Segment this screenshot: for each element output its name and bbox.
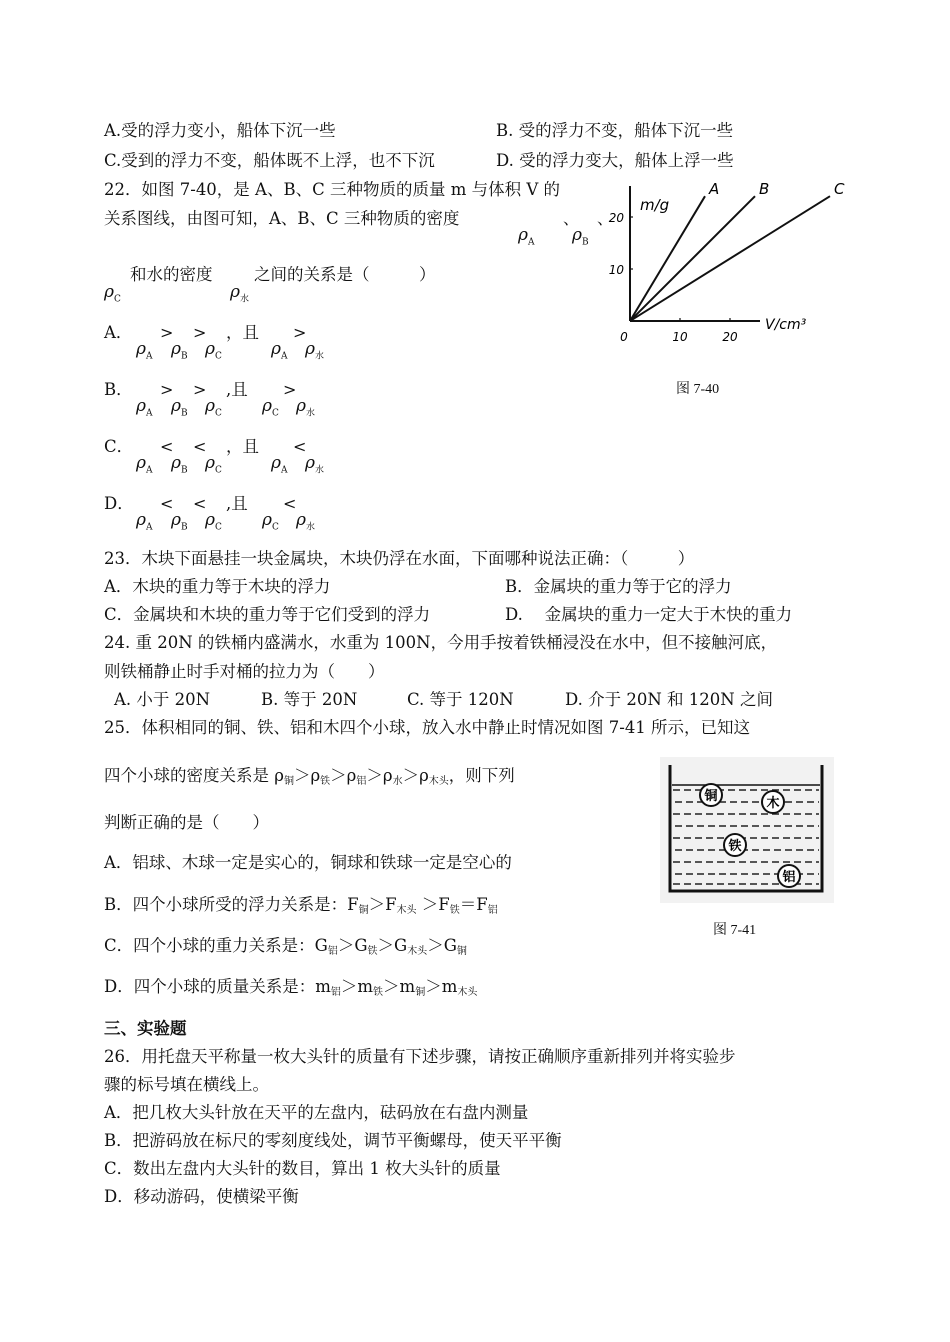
q23-option-c: C．金属块和木块的重力等于它们受到的浮力: [104, 605, 431, 624]
q22-d-op2: <: [193, 494, 207, 513]
x-tick-label: 0: [620, 330, 628, 344]
q26-stem-line2: 骤的标号填在横线上。: [104, 1075, 269, 1094]
q22-b-op2: >: [193, 380, 207, 399]
q25-option-a: A．铝球、木球一定是实心的，铜球和铁球一定是空心的: [104, 853, 512, 872]
q22-option-c-label: C．: [104, 437, 134, 456]
rho-water: $\rho_水$: [230, 282, 250, 305]
q26-step-c: C．数出左盘内大头针的数目，算出 1 枚大头针的质量: [104, 1159, 501, 1178]
q22-a-rho-a2: $\rho_A$: [271, 339, 288, 362]
q22-b-op3: >: [283, 380, 297, 399]
q22-option-d-label: D．: [104, 494, 134, 513]
figure-7-41-caption: 图 7-41: [713, 923, 757, 938]
q22-a-op3: >: [293, 323, 307, 342]
y-tick-label: 10: [608, 263, 624, 277]
ball-iron: [724, 834, 746, 856]
q25-stem-line3: 判断正确的是（ ）: [104, 813, 269, 832]
q25-option-c: C．四个小球的重力关系是：G铝＞G铁＞G木头＞G铜: [104, 936, 467, 957]
q22-d-rho-c2: $\rho_C$: [262, 510, 279, 533]
x-tick-label: 20: [722, 330, 738, 344]
rho-a: $\rho_A$: [518, 225, 535, 248]
q22-c-op2: <: [193, 437, 207, 456]
q26-step-b: B．把游码放在标尺的零刻度线处，调节平衡螺母，使天平平衡: [104, 1131, 562, 1150]
q25-stem-line2: 四个小球的密度关系是 ρ铜＞ρ铁＞ρ铝＞ρ水＞ρ木头，则下列: [104, 766, 515, 787]
q24-stem-line1: 24. 重 20N 的铁桶内盛满水，水重为 100N，今用手按着铁桶浸没在水中，但不接触河底，: [104, 633, 778, 652]
svg-text:铝: 铝: [782, 870, 796, 885]
q22-c-rho-b: $\rho_B$: [171, 453, 188, 476]
q22-b-rho-c2: $\rho_C$: [262, 396, 279, 419]
q22-c-rho-a2: $\rho_A$: [271, 453, 288, 476]
rho-c: $\rho_C$: [104, 282, 121, 305]
q22-c-and: ，且: [226, 437, 259, 456]
q24-option-c: C. 等于 120N: [407, 690, 514, 709]
q22-stem-line3-end: 之间的关系是（ ）: [254, 265, 436, 284]
q24-option-a: A. 小于 20N: [114, 690, 211, 709]
figure-7-40-chart: [595, 180, 845, 350]
q26-step-a: A．把几枚大头针放在天平的左盘内，砝码放在右盘内测量: [104, 1103, 529, 1122]
q22-d-and: ,且: [226, 494, 248, 513]
q22-separator-2: 、: [597, 209, 614, 228]
series-line-c: [630, 196, 830, 321]
q21-option-c: C.受到的浮力不变，船体既不上浮，也不下沉: [104, 151, 435, 170]
q22-a-rho-c: $\rho_C$: [205, 339, 222, 362]
figure-7-41: [660, 757, 834, 903]
q22-a-and: ，且: [226, 323, 259, 342]
q22-c-op1: <: [160, 437, 174, 456]
q22-b-and: ,且: [226, 380, 248, 399]
q22-option-b-label: B．: [104, 380, 133, 399]
section-3-title: 三、实验题: [104, 1019, 187, 1038]
q22-d-op1: <: [160, 494, 174, 513]
q25-option-d: D．四个小球的质量关系是：m铝＞m铁＞m铜＞m木头: [104, 977, 478, 998]
q22-c-rho-a: $\rho_A$: [136, 453, 153, 476]
q22-b-rho-b: $\rho_B$: [171, 396, 188, 419]
q22-d-rho-c: $\rho_C$: [205, 510, 222, 533]
q22-separator-1: 、: [563, 209, 580, 228]
ball-aluminum: [778, 865, 800, 887]
q22-d-rho-a: $\rho_A$: [136, 510, 153, 533]
q23-stem: 23．木块下面悬挂一块金属块，木块仍浮在水面，下面哪种说法正确：（ ）: [104, 549, 695, 568]
q22-d-rho-water: $\rho_水$: [296, 510, 316, 533]
x-axis-label: V/cm³: [765, 317, 807, 333]
q22-a-rho-a: $\rho_A$: [136, 339, 153, 362]
q23-option-b: B．金属块的重力等于它的浮力: [505, 577, 732, 596]
ball-copper: [700, 784, 722, 806]
q22-d-rho-b: $\rho_B$: [171, 510, 188, 533]
q22-b-rho-c: $\rho_C$: [205, 396, 222, 419]
q25-stem-line1: 25．体积相同的铜、铁、铝和木四个小球，放入水中静止时情况如图 7-41 所示，已知这: [104, 718, 751, 737]
svg-text:铜: 铜: [704, 789, 718, 804]
q22-b-rho-a: $\rho_A$: [136, 396, 153, 419]
q21-option-a: A.受的浮力变小，船体下沉一些: [104, 121, 336, 140]
y-tick-label: 20: [608, 211, 624, 225]
q21-option-b: B. 受的浮力不变，船体下沉一些: [496, 121, 734, 140]
q23-option-d: D. 金属块的重力一定大于木快的重力: [505, 605, 793, 624]
series-label-b: B: [759, 180, 770, 199]
q22-option-a-label: A．: [104, 323, 133, 342]
q22-stem-line3-mid: 和水的密度: [130, 265, 213, 284]
x-tick-label: 10: [672, 330, 688, 344]
series-line-b: [630, 196, 755, 321]
figure-7-40-caption: 图 7-40: [676, 382, 720, 397]
y-axis-label: m/g: [640, 196, 670, 214]
q22-c-rho-c: $\rho_C$: [205, 453, 222, 476]
svg-text:铁: 铁: [728, 839, 742, 854]
ball-wood: [762, 791, 784, 813]
q22-a-rho-water: $\rho_水$: [305, 339, 325, 362]
series-label-c: C: [834, 180, 845, 199]
q24-option-b: B. 等于 20N: [261, 690, 358, 709]
q25-option-b: B．四个小球所受的浮力关系是：F铜＞F木头 ＞F铁＝F铝: [104, 895, 498, 916]
q22-stem-line2: 关系图线，由图可知，A、B、C 三种物质的密度: [104, 209, 460, 228]
q22-a-op1: >: [160, 323, 174, 342]
q22-a-op2: >: [193, 323, 207, 342]
q26-step-d: D．移动游码，使横梁平衡: [104, 1187, 299, 1206]
series-label-a: A: [709, 180, 720, 199]
q21-option-d: D. 受的浮力变大，船体上浮一些: [496, 151, 734, 170]
figure-7-41-background: [660, 757, 834, 903]
q22-d-op3: <: [283, 494, 297, 513]
q22-c-op3: <: [293, 437, 307, 456]
q22-stem-line1: 22．如图 7-40，是 A、B、C 三种物质的质量 m 与体积 V 的: [104, 180, 561, 199]
q22-b-op1: >: [160, 380, 174, 399]
q22-c-rho-water: $\rho_水$: [305, 453, 325, 476]
q26-stem-line1: 26．用托盘天平称量一枚大头针的质量有下述步骤，请按正确顺序重新排列并将实验步: [104, 1047, 736, 1066]
q24-option-d: D. 介于 20N 和 120N 之间: [565, 690, 773, 709]
q22-a-rho-b: $\rho_B$: [171, 339, 188, 362]
rho-b: $\rho_B$: [572, 225, 589, 248]
q24-stem-line2: 则铁桶静止时手对桶的拉力为（ ）: [104, 662, 385, 681]
svg-text:木: 木: [766, 796, 780, 811]
q22-b-rho-water: $\rho_水$: [296, 396, 316, 419]
q23-option-a: A．木块的重力等于木块的浮力: [104, 577, 331, 596]
